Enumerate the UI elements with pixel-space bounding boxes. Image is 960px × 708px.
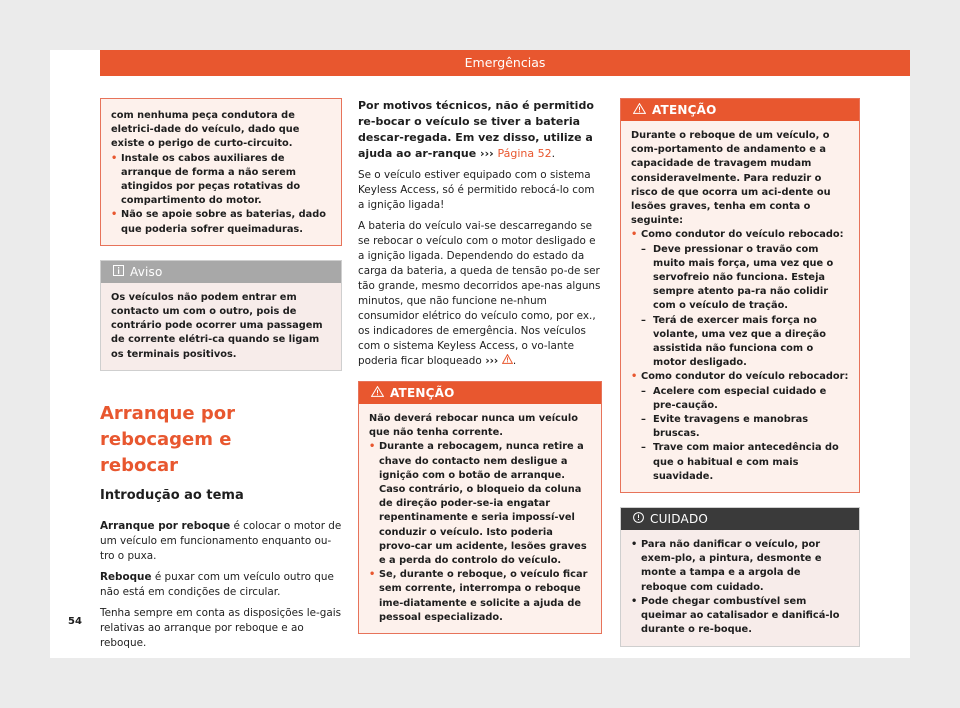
atencao-box (358, 381, 602, 634)
cuidado-item: • Para não danificar o veículo, por exem-plo, a pintura, desmonte e monte a tampa e a argola de reboque com cuidado. (631, 538, 849, 595)
paragraph: Reboque é puxar com um veículo outro que não está em condições de circular. (100, 570, 334, 598)
atencao-text: Durante o reboque de um veículo, o com-portamento de andamento e a capacidade de travagem mudam consideravelmente. Para reduzir o risco de que ocorra um aci-dente ou lesões graves, tenha em conta o seguinte: (631, 130, 831, 227)
intro-text (100, 519, 342, 651)
paragraph: Se o veículo estiver equipado com o sistema Keyless Access, só é permitido rebocá-lo com a ignição ligada! (358, 169, 595, 211)
section-subtitle: Introdução ao tema (100, 487, 244, 503)
caution-circle-icon (633, 508, 644, 530)
aviso-title: Aviso (130, 264, 163, 279)
atencao-item: • Se, durante o reboque, o veículo ficar sem corrente, interrompa o reboque ime-diatamente e solicite a ajuda de pessoal especializado. (369, 568, 591, 625)
atencao-subitem: – Acelere com especial cuidado e pre-caução. (631, 385, 849, 413)
chapter-header: Emergências (100, 50, 910, 76)
page-number: 54 (68, 616, 82, 627)
aviso-box (100, 260, 342, 371)
section-heading (100, 401, 342, 505)
section-title-line2: rebocar (100, 454, 179, 476)
atencao-title: ATENÇÃO (652, 103, 717, 117)
atencao-item: • Durante a rebocagem, nunca retire a chave do contacto nem desligue a ignição com o botão de arranque. Caso contrário, o bloqueio da coluna de direção poder-se-ia engatar repentinamente e seria impossí-vel conduzir o veículo. Isto poderia provo-car um acidente, lesões graves e a perda do controlo do veículo. (369, 440, 591, 568)
column-middle (358, 98, 602, 634)
continued-warning-box (100, 98, 342, 246)
aviso-text: Os veículos não podem entrar em contacto um com o outro, pois de contrário pode ocorrer uma passagem de corrente elétri-ca quando se ligam os terminais positivos. (111, 291, 323, 360)
info-icon (113, 261, 124, 283)
atencao-title: ATENÇÃO (390, 386, 455, 400)
warning-icon (633, 99, 646, 121)
warning-item: • Instale os cabos auxiliares de arranque de forma a não serem atingidos por peças rotativas do compartimento do motor. (111, 152, 331, 209)
cuidado-title: CUIDADO (650, 512, 709, 527)
warning-item: • Não se apoie sobre as baterias, dado que poderia sofrer queimaduras. (111, 208, 331, 236)
manual-page (50, 50, 910, 658)
cuidado-box (620, 507, 860, 646)
atencao-subitem: – Trave com maior antecedência do que o habitual e com mais suavidade. (631, 441, 849, 484)
cuidado-item: • Pode chegar combustível sem queimar ao catalisador e danificá-lo durante o re-boque. (631, 595, 849, 638)
paragraph: Arranque por reboque é colocar o motor de um veículo em funcionamento enquanto ou-tro o puxa. (100, 519, 342, 562)
atencao-item: • Como condutor do veículo rebocador: (631, 370, 849, 384)
paragraph: A bateria do veículo vai-se descarregando se se rebocar o veículo com o motor desligado e a ignição ligada. Dependendo do estado da carga da bateria, a queda de tensão po-de ser tão grande, mesmo decorridos ape-nas alguns minutos, que não funcione ne-nhum consumidor elétrico do veículo como, por ex., os indicadores de emergência. Nos veículos com o sistema Keyless Access, o vo-lante poderia ficar bloqueado ››› . (358, 220, 601, 367)
atencao-subitem: – Deve pressionar o travão com muito mais força, uma vez que o servofreio não funciona. Esteja sempre atento pa-ra não colidir com o veículo de tração. (631, 243, 849, 314)
atencao-item: • Como condutor do veículo rebocado: (631, 228, 849, 242)
page-link[interactable]: Página 52 (497, 147, 552, 160)
warning-text: com nenhuma peça condutora de eletrici-dade do veículo, dado que existe o perigo de curto-circuito. (111, 110, 300, 150)
intro-paragraph: Por motivos técnicos, não é permitido re-bocar o veículo se tiver a bateria descar-regada. Em vez disso, utilize a ajuda ao ar-ranque ››› Página 52. (358, 99, 594, 160)
column-right (620, 98, 860, 647)
atencao-text: Não deverá rebocar nunca um veículo que não tenha corrente. (369, 413, 578, 439)
atencao-box-right (620, 98, 860, 493)
column-left (100, 98, 342, 651)
paragraph: Tenha sempre em conta as disposições le-gais relativas ao arranque por reboque e ao reboque. (100, 606, 341, 649)
section-title-line1: Arranque por rebocagem e (100, 402, 235, 450)
warning-icon (371, 382, 384, 404)
atencao-subitem: – Evite travagens e manobras bruscas. (631, 413, 849, 441)
warning-triangle-icon[interactable] (502, 355, 513, 367)
atencao-subitem: – Terá de exercer mais força no volante, uma vez que a direção assistida não funciona com o motor desligado. (631, 314, 849, 371)
